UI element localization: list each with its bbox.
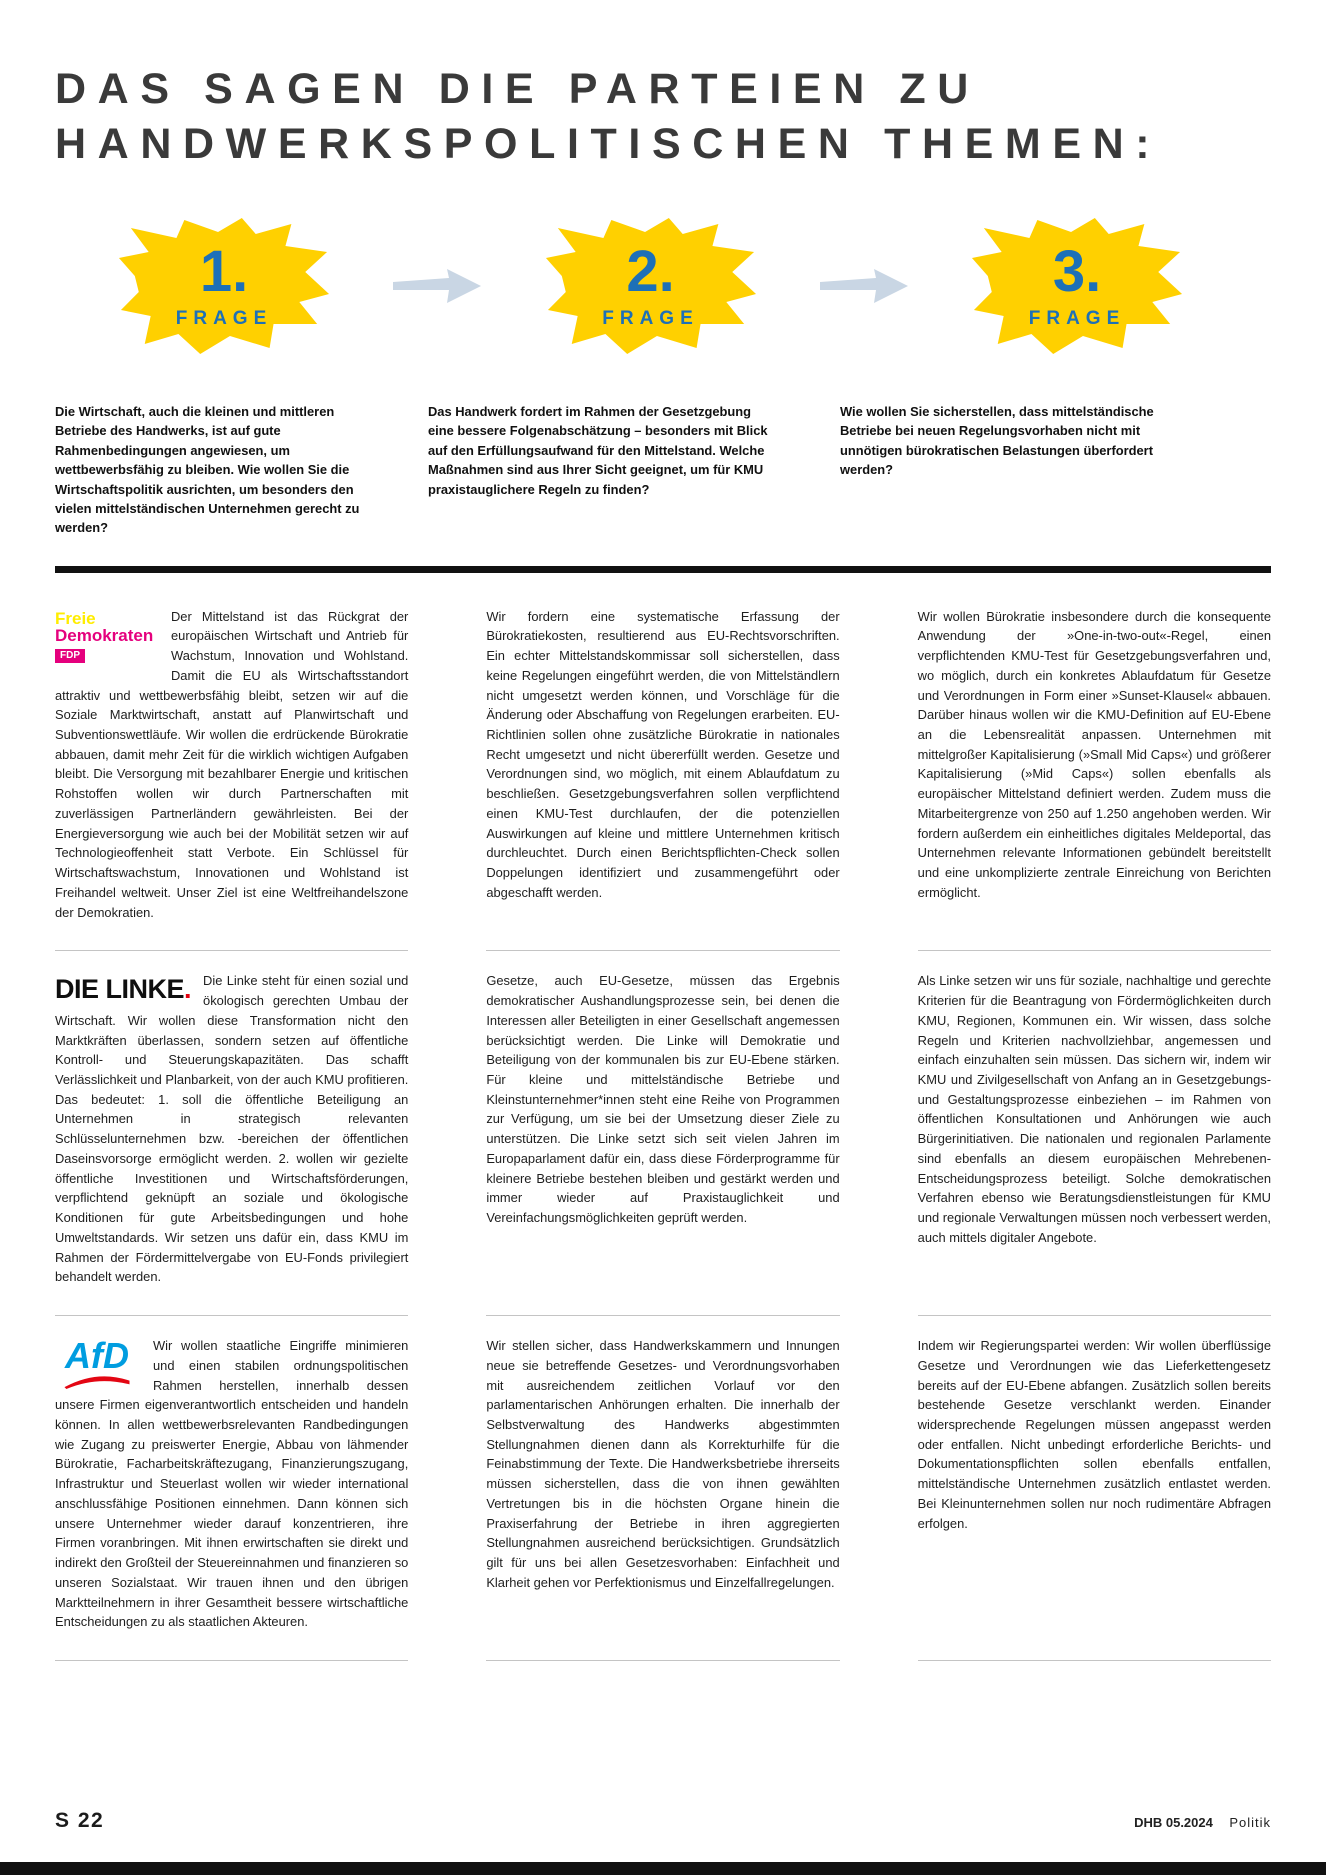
frage-badge-1 xyxy=(115,216,333,356)
afd-answer-1: Wir wollen staatliche Eingriffe minimieren und einen stabilen ordnungspolitischen Rahmen herstellen, innerhalb dessen unsere Firmen eigenverantwortlich entscheiden und handeln können. In allen wettbewerbsrelevanten Randbedingungen wie Zugang zu preiswerter Energie, Abbau von lähmender Bürokratie, Facharbeitskräftezugang, Finanzierungszugang, Infrastruktur und Steuerlast wollen wir wieder international anschlussfähige Positionen einnehmen. Dann können sich unsere Unternehmer wieder darauf konzentrieren, ihre Firmen voranbringen. Mit ihnen erwirtschaften sie direkt und indirekt den Großteil der Steuereinnahmen und finanzieren so unseren Sozialstaat. Wir trauen ihnen und den übrigen Marktteilnehmern in ihrer Gesamtheit bessere wirtschaftliche Entscheidungen zu als staatlichen Akteuren. xyxy=(55,1338,409,1630)
linke-answer-3-col xyxy=(918,971,1271,1287)
badge-number: 2. xyxy=(626,238,675,304)
afd-answer-2-col xyxy=(486,1336,839,1632)
questions-row xyxy=(55,402,1271,538)
fdp-logo-line2: Demokraten xyxy=(55,626,154,646)
footer-issue-section xyxy=(1134,1814,1271,1832)
fdp-answer-2: Wir fordern eine systematische Erfassung der Bürokratiekosten, resultierend aus EU-Rechtsvorschriften. Ein echter Mittelstandskommissar soll sicherstellen, dass keine Regelungen eingeführt werden, die von Mittelständlern nicht umgesetzt werden können, und Vorschläge für die Änderung oder Abschaffung von Regelungen erarbeiten. EU-Richtlinien sollen ohne zusätzliche Bürokratie in nationales Recht umgesetzt und nicht übererfüllt werden. Gesetze und Verordnungen sind, wo möglich, mit einem Ablaufdatum zu beschließen. Gesetzgebungsverfahren sollen verpflichtend einen KMU-Test durchlaufen, der die potenziellen Auswirkungen auf kleine und mittlere Unternehmen kritisch durchleuchtet. Durch einen Berichtspflichten-Check sollen Doppelungen identifiziert und zusammengeführt oder abgeschafft werden. xyxy=(486,608,840,900)
fdp-logo-line1: Freie xyxy=(55,608,96,628)
badge-label: FRAGE xyxy=(1028,307,1126,329)
divider-line xyxy=(486,1315,839,1316)
divider-line xyxy=(55,950,408,951)
linke-answer-2-col xyxy=(486,971,839,1287)
page-title-line2: HANDWERKSPOLITISCHEN THEMEN: xyxy=(55,120,1162,169)
badge-label: FRAGE xyxy=(175,307,273,329)
linke-answer-1: Die Linke steht für einen sozial und ökologisch gerechten Umbau der Wirtschaft. Wir wollen diese Transformation nicht den Marktkräften überlassen, sondern setzen auf öffentliche Kontroll- und Steuerungskapazitäten. Das schafft Verlässlichkeit und Planbarkeit, von der auch KMU profitieren. Das bedeutet: 1. soll die öffentliche Beteiligung an Unternehmen in strategisch relevanten Schlüsselunternehmen bzw. -bereichen der öffentlichen Daseinsvorsorge ermöglicht werden. 2. wollen wir gezielte öffentliche Investitionen und Wirtschaftsförderungen, verpflichtend geknüpft an soziale und ökologische Konditionen für gute Arbeitsbedingungen und hohe Umweltstandards. Wir setzen uns dafür ein, dass KMU im Rahmen der Fördermittelvergabe von EU-Fonds privilegiert behandelt werden. xyxy=(55,973,409,1285)
bottom-black-bar xyxy=(0,1862,1326,1875)
die-linke-logo-dot: . xyxy=(184,974,192,1005)
afd-answer-3: Indem wir Regierungspartei werden: Wir wollen überflüssige Gesetze und Verordnungen wie das Lieferkettengesetz bereits auf der EU-Ebene abfangen. Zusätzlich sollen bereits bestehende Gesetze verschlankt werden. Einander widersprechende Regelungen müssen angepasst werden oder entfallen. Nicht unbedingt erforderliche Berichts- und Dokumentationspflichten sollen ebenfalls entfallen, mittelständische Unternehmen zusätzlich entlastet werden. Bei Kleinunternehmen sollen nur noch rudimentäre Abfragen erfolgen. xyxy=(917,1338,1271,1531)
fdp-answer-1: Der Mittelstand ist das Rückgrat der europäischen Wirtschaft und Antrieb für Wachstum, Innovation und Wohlstand. Damit die EU als Wirtschaftsstandort attraktiv und wettbewerbsfähig bleibt, setzen wir auf die Soziale Marktwirtschaft, anstatt auf Planwirtschaft und Subventionswettläufe. Wir wollen die erdrückende Bürokratie abbauen, damit mehr Zeit für die wirklich wichtigen Aufgaben bleibt. Die Versorgung mit bezahlbarer Energie und kritischen Rohstoffen wollen wir durch Partnerschaften mit zuverlässigen Partnerländern gewährleisten. Bei der Energieversorgung wie auch bei der Mobilität setzen wir auf Technologieoffenheit statt Verbote. Ein Schlüssel für Wirtschaftswachstum, Innovationen und Wohlstand ist Freihandel weltweit. Unser Ziel ist eine Weltfreihandelszone der Demokratien. xyxy=(55,608,409,920)
divider-line xyxy=(486,950,839,951)
party-row-fdp xyxy=(55,587,1271,923)
issue-label: DHB 05.2024 xyxy=(1134,1815,1213,1830)
page-number: S 22 xyxy=(55,1809,105,1832)
divider-line xyxy=(55,1315,408,1316)
row-divider xyxy=(55,1315,1271,1316)
section-divider-bar xyxy=(55,566,1271,573)
badge-label: FRAGE xyxy=(602,307,699,329)
question-1: Die Wirtschaft, auch die kleinen und mittleren Betriebe des Handwerks, ist auf gute Rahmenbedingungen angewiesen, um wettbewerbsfähig zu bleiben. Wie wollen Sie die Wirtschaftspolitik ausrichten, um besonders den vielen mittelständischen Unternehmen gerecht zu werden? xyxy=(55,404,360,536)
badge-number: 1. xyxy=(199,238,249,304)
fdp-logo xyxy=(55,610,159,664)
divider-line xyxy=(55,1660,408,1661)
afd-answer-2: Wir stellen sicher, dass Handwerkskammern und Innungen neue sie betreffende Gesetzes- und Verordnungsvorhaben mit ausreichendem zeitlichen Vorlauf vor den parlamentarischen Anhörungen erhalten. Die innerhalb der Selbstverwaltung des Handwerks abgestimmten Stellungnahmen dienen dann als Korrekturhilfe für die Feinabstimmung der Texte. Die Handwerksbetriebe ihrerseits müssen sicherstellen, dass die von ihnen gewählten Vertretungen bis in die höchsten Organe hinein die Praxiserfahrung der Betriebe in ihren aggregierten Stellungnahmen ausreichend berücksichtigen. Grundsätzlich gilt für uns bei allen Gesetzesvorhaben: Einfachheit und Klarheit gehen vor Perfektionismus und Einzelfallregelungen. xyxy=(486,1338,840,1590)
arrow-right-icon xyxy=(818,268,910,304)
row-divider xyxy=(55,1660,1271,1661)
linke-answer-3: Als Linke setzen wir uns für soziale, nachhaltige und gerechte Kriterien für die Beantragung von Fördermöglichkeiten durch KMU, Regionen, Kommunen ein. Wir wissen, dass solche Regeln und Kriterien nachvollziehbar, angemessen und einfach einzuhalten sein müssen. Das sichern wir, indem wir KMU und Zivilgesellschaft von Anfang an in Gesetzgebungs- und Gestaltungsprozesse einbeziehen – im Rahmen von öffentlichen Konsultationen und Anhörungen wie auch Bürgerinitiativen. Die nationalen und regionalen Parlamente sind ebenfalls an diesem europäischen Mehrebenen-Entscheidungsprozess beteiligt. Solche demokratischen Verfahren ebenso wie Beratungsdienstleistungen für KMU und regionale Verwaltungen müssen noch verbessert werden, auch mittels digitaler Angebote. xyxy=(917,973,1271,1245)
divider-line xyxy=(918,1660,1271,1661)
badge-number: 3. xyxy=(1052,238,1102,304)
page-title xyxy=(55,62,1271,172)
afd-logo xyxy=(55,1335,139,1389)
fdp-answer-2-col xyxy=(486,607,839,923)
afd-swoosh-icon xyxy=(62,1376,132,1389)
linke-answer-1-col xyxy=(55,971,408,1287)
page-title-line1: DAS SAGEN DIE PARTEIEN ZU xyxy=(55,65,980,113)
divider-line xyxy=(486,1660,839,1661)
party-row-linke xyxy=(55,951,1271,1287)
question-2: Das Handwerk fordert im Rahmen der Gesetzgebung eine bessere Folgenabschätzung – besonders mit Blick auf den Erfüllungsaufwand für den Mittelstand. Welche Maßnahmen sind aus Ihrer Sicht geeignet, um für KMU praxistauglichere Regeln zu finden? xyxy=(428,404,768,497)
linke-answer-2: Gesetze, auch EU-Gesetze, müssen das Ergebnis demokratischer Aushandlungsprozesse sein, bei denen die Interessen aller Beteiligten in einer Gesellschaft angemessen berücksichtigt werden. Die Linke will Demokratie und Beteiligung von der kommunalen bis zur EU-Ebene stärken. Für kleine und mittelständische Betriebe und Kleinstunternehmer*innen steht eine Reihe von Programmen zur Verfügung, um sie bei der Umsetzung dieser Ziele zu unterstützen. Die Linke setzt sich seit vielen Jahren im Europaparlament dafür ein, dass diese Förderprogramme für kleinere Betriebe bestehen bleiben und gestärkt werden und immer wieder auf Praxistauglichkeit und Vereinfachungsmöglichkeiten geprüft werden. xyxy=(486,973,840,1226)
frage-badges-row xyxy=(115,216,1186,356)
arrow-right-icon xyxy=(391,268,483,304)
die-linke-logo xyxy=(55,976,191,1003)
fdp-answer-1-col xyxy=(55,607,408,923)
section-label: Politik xyxy=(1229,1815,1271,1830)
divider-line xyxy=(918,950,1271,951)
frage-badge-2 xyxy=(542,216,760,356)
die-linke-logo-text: DIE LINKE xyxy=(55,974,185,1005)
afd-answer-1-col xyxy=(55,1336,408,1632)
row-divider xyxy=(55,950,1271,951)
divider-line xyxy=(918,1315,1271,1316)
party-row-afd xyxy=(55,1316,1271,1632)
afd-answer-3-col xyxy=(918,1336,1271,1632)
afd-logo-text: AfD xyxy=(65,1335,129,1377)
frage-badge-3 xyxy=(968,216,1186,356)
question-3: Wie wollen Sie sicherstellen, dass mittelständische Betriebe bei neuen Regelungsvorhaben nicht mit unnötigen bürokratischen Belastungen überfordert werden? xyxy=(840,404,1154,478)
fdp-logo-badge: FDP xyxy=(55,649,85,663)
page-footer xyxy=(55,1809,1271,1833)
fdp-answer-3-col xyxy=(918,607,1271,923)
fdp-answer-3: Wir wollen Bürokratie insbesondere durch die konsequente Anwendung der »One-in-two-out«-Regel, einen verpflichtenden KMU-Test für Gesetzgebungsverfahren und, wo möglich, durch ein konkretes Ablaufdatum für Gesetze und Verordnungen in Form einer »Sunset-Klausel« abbauen. Darüber hinaus wollen wir die KMU-Definition auf EU-Ebene an die Lebensrealität anpassen. Unternehmen mit mittelgroßer Kapitalisierung (»Small Mid Caps«) und größerer Kapitalisierung (»Mid Caps«) sollen ebenfalls als europäischer Mittelstand definiert werden. Zudem muss die Mitarbeitergrenze von 250 auf 1.250 angehoben werden. Wir fordern außerdem ein einheitliches digitales Meldeportal, das Unternehmen relevante Informationen gebündelt bereitstellt und eine unkomplizierte zentrale Einreichung von Berichten ermöglicht. xyxy=(917,608,1271,900)
